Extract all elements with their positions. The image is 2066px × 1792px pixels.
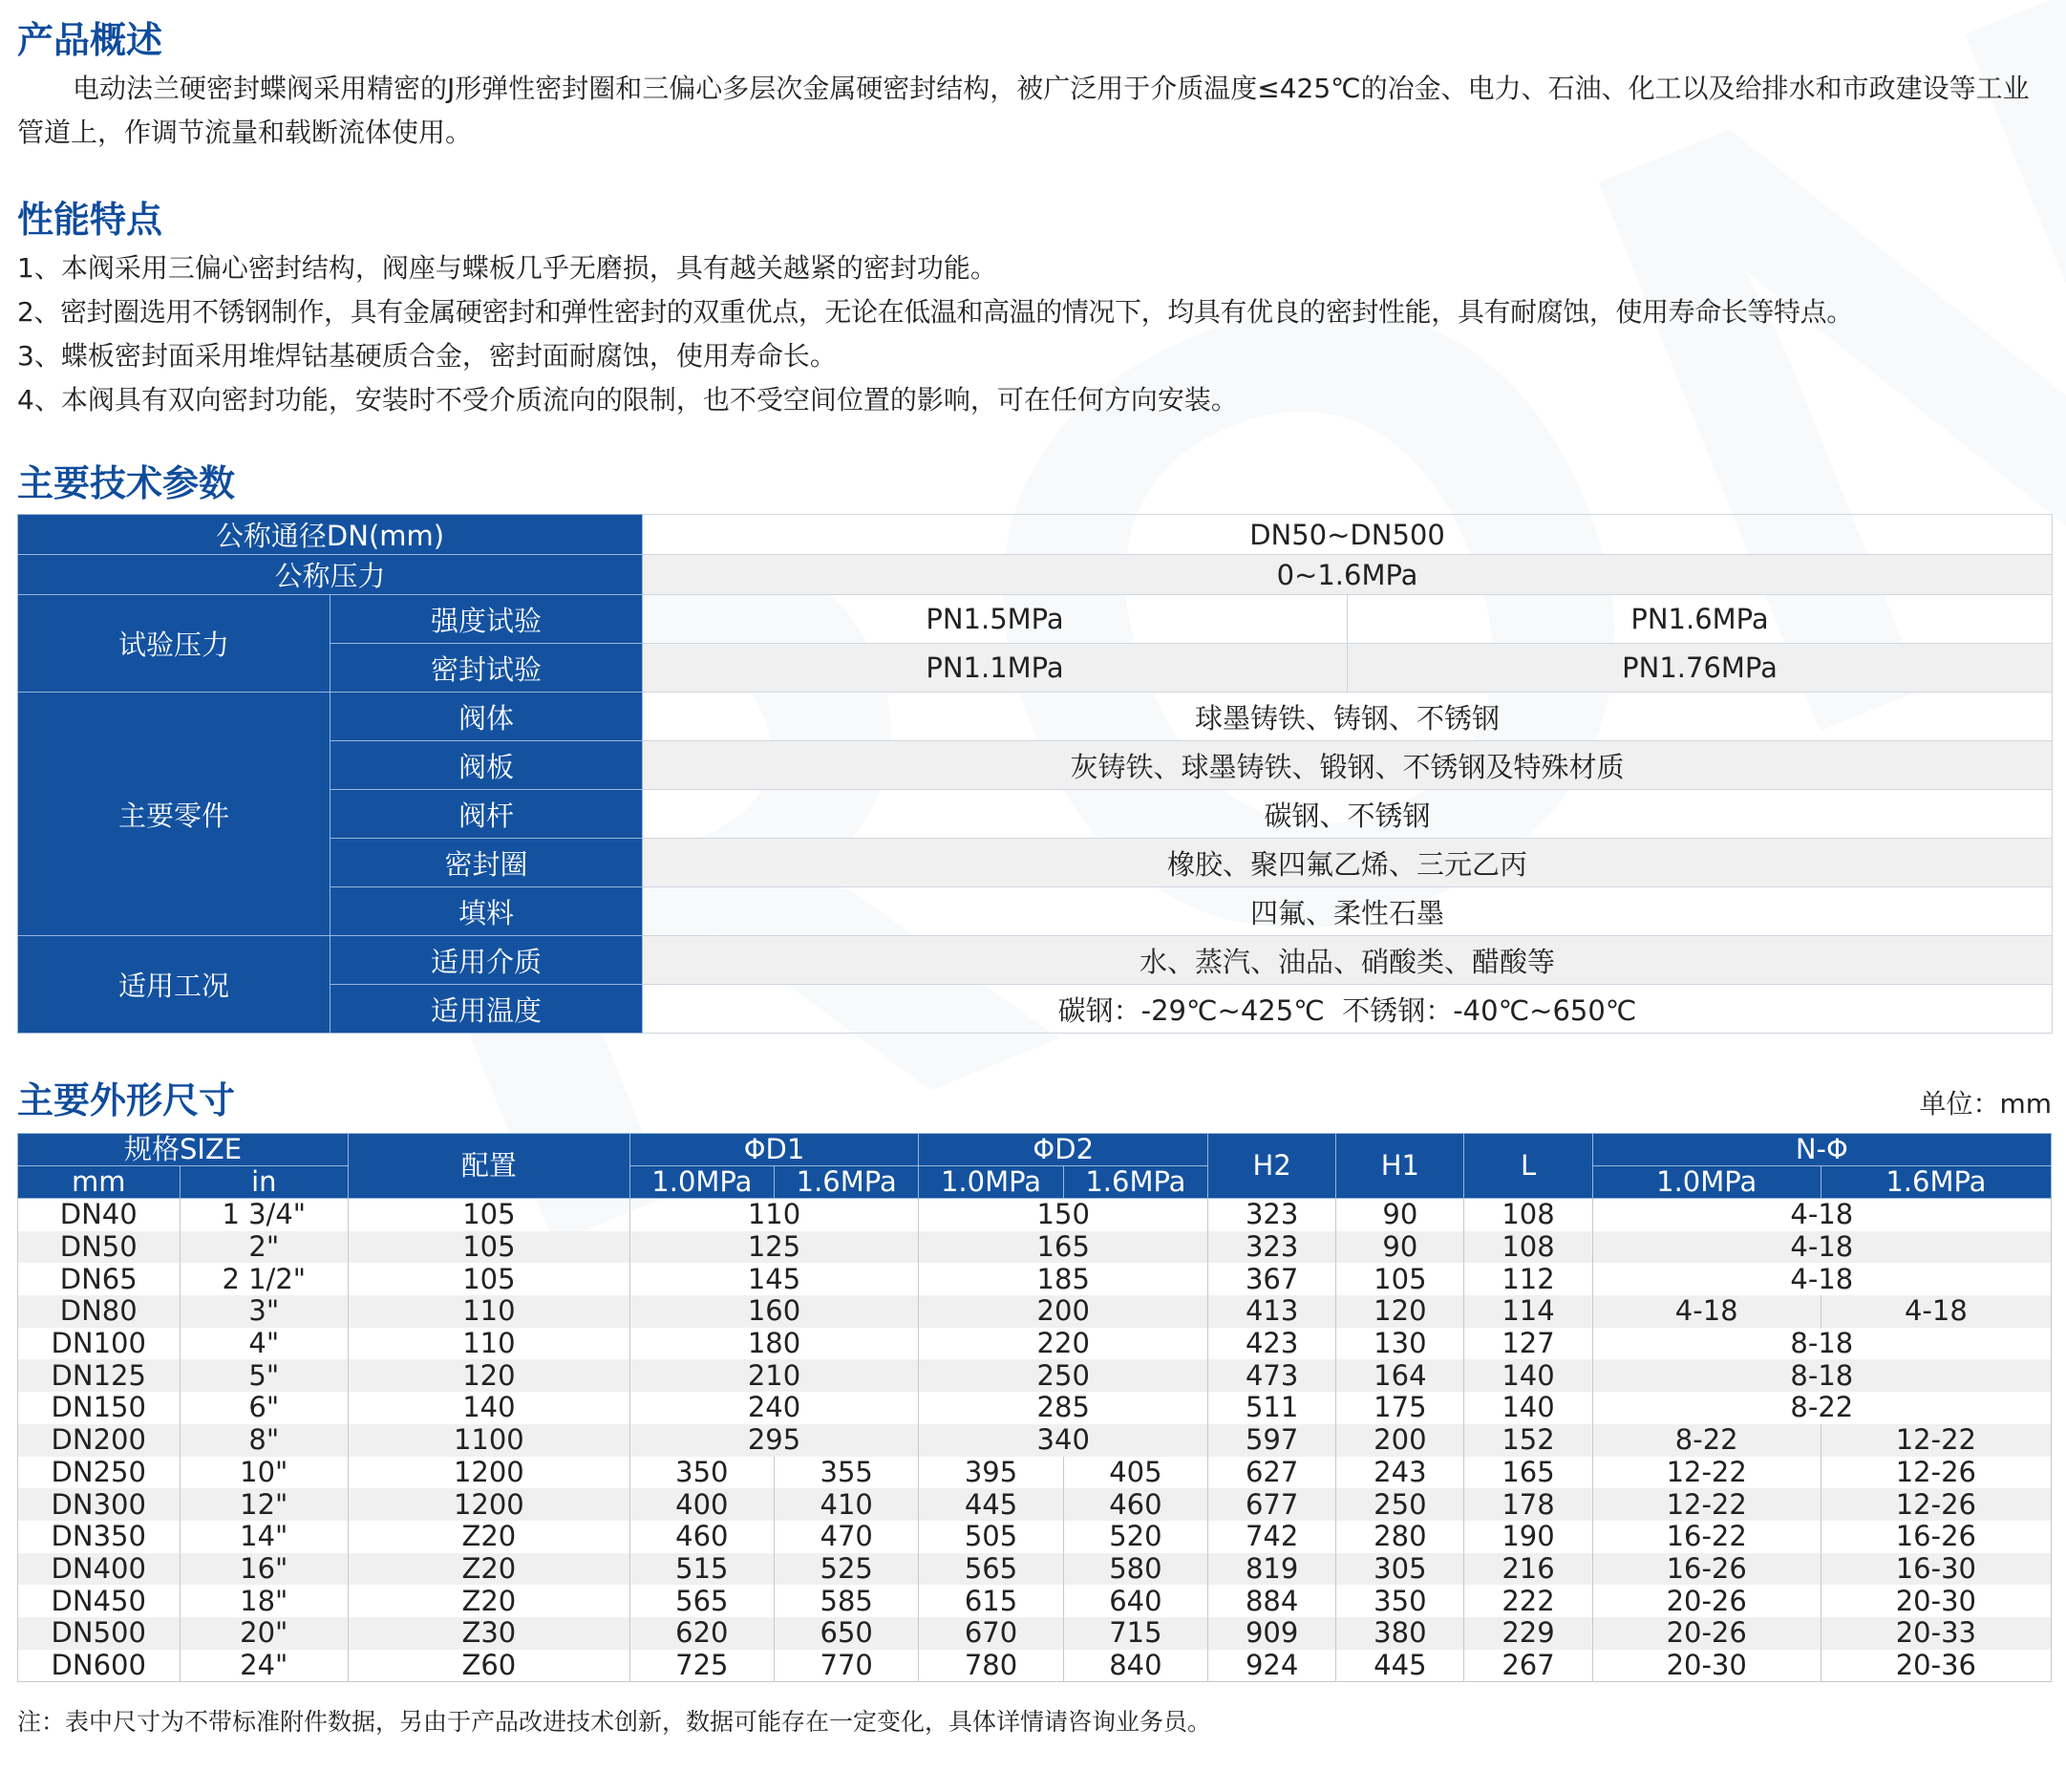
feature-item-2: 2、密封圈选用不锈钢制作，具有金属硬密封和弹性密封的双重优点，无论在低温和高温的情况下，均具有优良的密封性能，具有耐腐蚀，使用寿命长等特点。: [17, 296, 1853, 328]
cell-mm: DN600: [18, 1650, 181, 1682]
cell-h1: 280: [1336, 1521, 1464, 1553]
cell-config: Z30: [349, 1617, 630, 1650]
cell-d1-10: 400: [629, 1488, 774, 1521]
cell-d2: 185: [919, 1263, 1208, 1295]
table-row: [18, 1424, 2052, 1457]
cell-n-phi: 4-18: [1592, 1263, 2051, 1295]
cell-d1-16: 410: [775, 1488, 919, 1521]
conditions-label: 适用工况: [18, 936, 330, 1034]
cell-config: Z60: [349, 1650, 630, 1682]
cell-d1-10: 515: [629, 1553, 774, 1586]
cell-n-phi: 4-18: [1592, 1231, 2051, 1264]
seal-test-value-b: PN1.76MPa: [1348, 644, 2053, 693]
cell-d2-16: 640: [1063, 1585, 1207, 1617]
cell-d1-10: 725: [629, 1650, 774, 1682]
header-n-10: 1.0MPa: [1592, 1166, 1821, 1199]
feature-item-3: 3、蝶板密封面采用堆焊钴基硬质合金，密封面耐腐蚀，使用寿命长。: [17, 340, 837, 372]
cell-in: 1 3/4": [180, 1199, 349, 1231]
cell-l: 127: [1464, 1328, 1592, 1360]
cell-config: 105: [349, 1231, 630, 1264]
cell-config: 105: [349, 1263, 630, 1295]
tech-params-table: [17, 514, 2053, 1034]
cell-config: 1200: [349, 1457, 630, 1489]
features-title: 性能特点: [17, 199, 163, 241]
cell-d1: 240: [629, 1392, 919, 1424]
cell-h2: 323: [1208, 1231, 1336, 1264]
cell-in: 5": [180, 1359, 349, 1392]
stem-label: 阀杆: [330, 790, 643, 839]
table-row: [18, 1199, 2052, 1231]
disc-label: 阀板: [330, 741, 643, 790]
cell-h2: 884: [1208, 1585, 1336, 1617]
cell-n-phi-10: 16-22: [1592, 1521, 1821, 1553]
cell-h2: 819: [1208, 1553, 1336, 1586]
cell-mm: DN80: [18, 1295, 181, 1328]
cell-d1: 295: [629, 1424, 919, 1457]
cell-n-phi-10: 8-22: [1592, 1424, 1821, 1457]
cell-mm: DN250: [18, 1457, 181, 1489]
table-row: [18, 1585, 2052, 1617]
disc-value: 灰铸铁、球墨铸铁、锻钢、不锈钢及特殊材质: [643, 741, 2053, 790]
cell-in: 4": [180, 1328, 349, 1360]
cell-in: 2 1/2": [180, 1263, 349, 1295]
cell-h2: 413: [1208, 1295, 1336, 1328]
seal-test-label: 密封试验: [330, 644, 643, 693]
dimensions-table: [17, 1133, 2052, 1682]
cell-l: 267: [1464, 1650, 1592, 1682]
cell-n-phi-10: 4-18: [1592, 1295, 1821, 1328]
cell-mm: DN65: [18, 1263, 181, 1295]
header-n-phi: N-Φ: [1592, 1134, 2051, 1166]
table-row: [18, 1457, 2052, 1489]
cell-n-phi-10: 16-26: [1592, 1553, 1821, 1586]
header-d1: ΦD1: [629, 1134, 919, 1166]
strength-test-value-b: PN1.6MPa: [1348, 595, 2053, 644]
cell-n-phi-10: 12-22: [1592, 1488, 1821, 1521]
cell-mm: DN150: [18, 1392, 181, 1424]
cell-l: 190: [1464, 1521, 1592, 1553]
cell-l: 108: [1464, 1231, 1592, 1264]
cell-h2: 323: [1208, 1199, 1336, 1231]
cell-h1: 120: [1336, 1295, 1464, 1328]
cell-n-phi-10: 20-26: [1592, 1617, 1821, 1650]
medium-label: 适用介质: [330, 936, 643, 985]
cell-h1: 200: [1336, 1424, 1464, 1457]
cell-mm: DN40: [18, 1199, 181, 1231]
cell-in: 2": [180, 1231, 349, 1264]
cell-mm: DN50: [18, 1231, 181, 1264]
cell-d1-16: 525: [775, 1553, 919, 1586]
header-h2: H2: [1208, 1134, 1336, 1199]
cell-n-phi: 8-22: [1592, 1392, 2051, 1424]
header-h1: H1: [1336, 1134, 1464, 1199]
table-row: [18, 1521, 2052, 1553]
cell-h1: 250: [1336, 1488, 1464, 1521]
cell-h1: 305: [1336, 1553, 1464, 1586]
table-row: [18, 1488, 2052, 1521]
cell-l: 152: [1464, 1424, 1592, 1457]
dims-title: 主要外形尺寸: [17, 1079, 236, 1121]
cell-h1: 445: [1336, 1650, 1464, 1682]
cell-d1-10: 350: [629, 1457, 774, 1489]
cell-n-phi-16: 20-36: [1821, 1650, 2051, 1682]
header-in: in: [180, 1166, 349, 1199]
table-row: [18, 1295, 2052, 1328]
cell-d1: 145: [629, 1263, 919, 1295]
cell-d1-10: 460: [629, 1521, 774, 1553]
cell-config: Z20: [349, 1521, 630, 1553]
header-d2: ΦD2: [919, 1134, 1208, 1166]
cell-d2-16: 715: [1063, 1617, 1207, 1650]
table-row: [18, 1617, 2052, 1650]
cell-h1: 380: [1336, 1617, 1464, 1650]
cell-h2: 909: [1208, 1617, 1336, 1650]
header-l: L: [1464, 1134, 1592, 1199]
table-row: [18, 1263, 2052, 1295]
cell-l: 229: [1464, 1617, 1592, 1650]
cell-h1: 90: [1336, 1231, 1464, 1264]
cell-h1: 350: [1336, 1585, 1464, 1617]
cell-in: 8": [180, 1424, 349, 1457]
cell-config: Z20: [349, 1585, 630, 1617]
cell-n-phi-16: 16-30: [1821, 1553, 2051, 1586]
cell-h2: 677: [1208, 1488, 1336, 1521]
header-config: 配置: [349, 1134, 630, 1199]
medium-value: 水、蒸汽、油品、硝酸类、醋酸等: [643, 936, 2053, 985]
cell-n-phi-16: 12-26: [1821, 1457, 2051, 1489]
cell-h1: 105: [1336, 1263, 1464, 1295]
cell-n-phi-16: 12-22: [1821, 1424, 2051, 1457]
cell-in: 20": [180, 1617, 349, 1650]
table-row: [18, 1359, 2052, 1392]
cell-d2-10: 615: [919, 1585, 1063, 1617]
cell-n-phi-10: 20-26: [1592, 1585, 1821, 1617]
cell-d1-16: 355: [775, 1457, 919, 1489]
cell-n-phi-10: 20-30: [1592, 1650, 1821, 1682]
cell-d1: 180: [629, 1328, 919, 1360]
cell-n-phi-16: 20-30: [1821, 1585, 2051, 1617]
cell-mm: DN100: [18, 1328, 181, 1360]
cell-h2: 473: [1208, 1359, 1336, 1392]
cell-mm: DN200: [18, 1424, 181, 1457]
cell-d2-16: 520: [1063, 1521, 1207, 1553]
cell-d1: 125: [629, 1231, 919, 1264]
cell-h2: 742: [1208, 1521, 1336, 1553]
cell-n-phi-16: 16-26: [1821, 1521, 2051, 1553]
cell-d2: 165: [919, 1231, 1208, 1264]
cell-d1-16: 770: [775, 1650, 919, 1682]
table-row: [18, 1328, 2052, 1360]
dn-value: DN50~DN500: [643, 515, 2053, 555]
cell-l: 114: [1464, 1295, 1592, 1328]
cell-l: 140: [1464, 1392, 1592, 1424]
cell-d1-10: 565: [629, 1585, 774, 1617]
header-d2-16: 1.6MPa: [1063, 1166, 1207, 1199]
cell-in: 18": [180, 1585, 349, 1617]
cell-d2-10: 505: [919, 1521, 1063, 1553]
cell-d2-10: 565: [919, 1553, 1063, 1586]
overview-title: 产品概述: [17, 19, 163, 61]
cell-d1: 110: [629, 1199, 919, 1231]
cell-h2: 597: [1208, 1424, 1336, 1457]
cell-in: 14": [180, 1521, 349, 1553]
cell-l: 140: [1464, 1359, 1592, 1392]
header-size: 规格SIZE: [18, 1134, 349, 1166]
header-d1-16: 1.6MPa: [775, 1166, 919, 1199]
cell-in: 10": [180, 1457, 349, 1489]
cell-d1: 160: [629, 1295, 919, 1328]
dimensions-body: [18, 1199, 2052, 1682]
pn-value: 0~1.6MPa: [643, 555, 2053, 595]
cell-n-phi-16: 4-18: [1821, 1295, 2051, 1328]
cell-l: 222: [1464, 1585, 1592, 1617]
cell-h1: 130: [1336, 1328, 1464, 1360]
pn-label: 公称压力: [18, 555, 643, 595]
strength-test-value-a: PN1.5MPa: [643, 595, 1348, 644]
cell-h1: 164: [1336, 1359, 1464, 1392]
cell-mm: DN450: [18, 1585, 181, 1617]
cell-d2-10: 395: [919, 1457, 1063, 1489]
cell-mm: DN300: [18, 1488, 181, 1521]
cell-d2-16: 840: [1063, 1650, 1207, 1682]
cell-h2: 924: [1208, 1650, 1336, 1682]
cell-d2-10: 670: [919, 1617, 1063, 1650]
cell-in: 12": [180, 1488, 349, 1521]
packing-value: 四氟、柔性石墨: [643, 887, 2053, 936]
cell-h2: 627: [1208, 1457, 1336, 1489]
cell-d2-16: 580: [1063, 1553, 1207, 1586]
cell-d2: 220: [919, 1328, 1208, 1360]
packing-label: 填料: [330, 887, 643, 936]
table-row: [18, 1231, 2052, 1264]
cell-h1: 243: [1336, 1457, 1464, 1489]
cell-config: 110: [349, 1295, 630, 1328]
temperature-label: 适用温度: [330, 985, 643, 1034]
cell-d2: 200: [919, 1295, 1208, 1328]
cell-d1-16: 585: [775, 1585, 919, 1617]
cell-n-phi-10: 12-22: [1592, 1457, 1821, 1489]
header-mm: mm: [18, 1166, 181, 1199]
cell-in: 6": [180, 1392, 349, 1424]
cell-n-phi: 4-18: [1592, 1199, 2051, 1231]
table-row: [18, 1392, 2052, 1424]
stem-value: 碳钢、不锈钢: [643, 790, 2053, 839]
cell-l: 165: [1464, 1457, 1592, 1489]
cell-config: 110: [349, 1328, 630, 1360]
body-value: 球墨铸铁、铸钢、不锈钢: [643, 693, 2053, 741]
cell-config: 105: [349, 1199, 630, 1231]
cell-l: 216: [1464, 1553, 1592, 1586]
cell-d2: 150: [919, 1199, 1208, 1231]
cell-h1: 175: [1336, 1392, 1464, 1424]
cell-h2: 367: [1208, 1263, 1336, 1295]
cell-n-phi: 8-18: [1592, 1359, 2051, 1392]
tech-title: 主要技术参数: [17, 462, 236, 504]
temperature-value: 碳钢：-29℃~425℃ 不锈钢：-40℃~650℃: [643, 985, 2053, 1034]
footnote: 注：表中尺寸为不带标准附件数据，另由于产品改进技术创新，数据可能存在一定变化，具体详情请咨询业务员。: [17, 1708, 1212, 1737]
cell-mm: DN350: [18, 1521, 181, 1553]
cell-config: 1200: [349, 1488, 630, 1521]
cell-d1-16: 650: [775, 1617, 919, 1650]
cell-h1: 90: [1336, 1199, 1464, 1231]
seal-ring-label: 密封圈: [330, 839, 643, 887]
dn-label: 公称通径DN(mm): [18, 515, 643, 555]
cell-l: 112: [1464, 1263, 1592, 1295]
feature-item-1: 1、本阀采用三偏心密封结构，阀座与蝶板几乎无磨损，具有越关越紧的密封功能。: [17, 252, 997, 284]
cell-n-phi-16: 12-26: [1821, 1488, 2051, 1521]
cell-in: 3": [180, 1295, 349, 1328]
cell-d1-10: 620: [629, 1617, 774, 1650]
seal-test-value-a: PN1.1MPa: [643, 644, 1348, 693]
cell-d2: 285: [919, 1392, 1208, 1424]
dims-unit: 单位：mm: [1919, 1088, 2052, 1120]
cell-n-phi: 8-18: [1592, 1328, 2051, 1360]
cell-config: 120: [349, 1359, 630, 1392]
header-d1-10: 1.0MPa: [629, 1166, 774, 1199]
overview-text: 电动法兰硬密封蝶阀采用精密的J形弹性密封圈和三偏心多层次金属硬密封结构，被广泛用于介质温度≤425℃的冶金、电力、石油、化工以及给排水和市政建设等工业管道上，作调节流量和载断流体使用。: [17, 73, 2030, 148]
cell-config: Z20: [349, 1553, 630, 1586]
cell-h2: 423: [1208, 1328, 1336, 1360]
cell-h2: 511: [1208, 1392, 1336, 1424]
header-d2-10: 1.0MPa: [919, 1166, 1063, 1199]
table-row: [18, 1650, 2052, 1682]
cell-l: 178: [1464, 1488, 1592, 1521]
cell-in: 24": [180, 1650, 349, 1682]
cell-in: 16": [180, 1553, 349, 1586]
cell-d2: 250: [919, 1359, 1208, 1392]
cell-l: 108: [1464, 1199, 1592, 1231]
header-n-16: 1.6MPa: [1821, 1166, 2051, 1199]
strength-test-label: 强度试验: [330, 595, 643, 644]
cell-d2: 340: [919, 1424, 1208, 1457]
body-label: 阀体: [330, 693, 643, 741]
cell-d2-16: 460: [1063, 1488, 1207, 1521]
cell-config: 140: [349, 1392, 630, 1424]
cell-d2-10: 780: [919, 1650, 1063, 1682]
cell-d1: 210: [629, 1359, 919, 1392]
cell-mm: DN400: [18, 1553, 181, 1586]
cell-mm: DN125: [18, 1359, 181, 1392]
cell-config: 1100: [349, 1424, 630, 1457]
cell-mm: DN500: [18, 1617, 181, 1650]
feature-item-4: 4、本阀具有双向密封功能，安装时不受介质流向的限制，也不受空间位置的影响，可在任何方向安装。: [17, 384, 1238, 416]
seal-ring-value: 橡胶、聚四氟乙烯、三元乙丙: [643, 839, 2053, 887]
cell-n-phi-16: 20-33: [1821, 1617, 2051, 1650]
cell-d1-16: 470: [775, 1521, 919, 1553]
cell-d2-16: 405: [1063, 1457, 1207, 1489]
table-row: [18, 1553, 2052, 1586]
test-pressure-label: 试验压力: [18, 595, 330, 693]
main-parts-label: 主要零件: [18, 693, 330, 936]
cell-d2-10: 445: [919, 1488, 1063, 1521]
page: [17, 0, 2052, 1738]
